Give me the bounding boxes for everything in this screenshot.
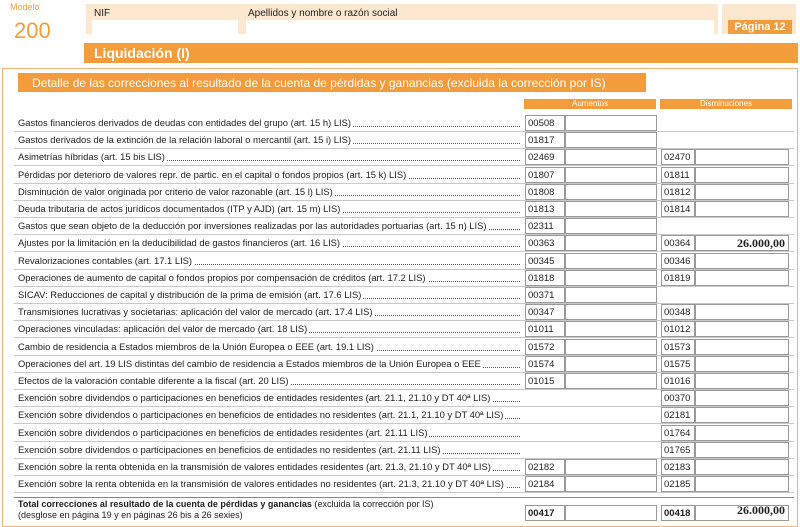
table-row (18, 442, 522, 458)
decrease-field[interactable] (695, 442, 789, 458)
nif-field[interactable] (92, 20, 238, 34)
table-row (18, 476, 522, 492)
code-decrease (661, 132, 695, 148)
table-row (18, 270, 522, 286)
code-increase: 00371 (525, 287, 565, 303)
table-row (18, 132, 522, 148)
decrease-field[interactable] (695, 407, 789, 423)
section-title: Liquidación (I) (94, 45, 190, 61)
row-label: Pérdidas por deterioro de valores repr. de partic. en el capital o fondos propios (art. 15 k) LIS) (18, 169, 407, 180)
code-increase: 01818 (525, 270, 565, 286)
table-row (18, 304, 522, 320)
decrease-field[interactable] (695, 356, 789, 372)
row-divider (14, 165, 794, 166)
row-label: Transmisiones lucrativas y societarias: aplicación del valor de mercado (art. 17.4 LIS) (18, 306, 373, 317)
row-label: Disminución de valor originada por criterio de valor razonable (art. 15 l) LIS) (18, 186, 333, 197)
table-row (18, 407, 522, 423)
decrease-field[interactable] (695, 321, 789, 337)
table-row (18, 235, 522, 251)
decrease-field[interactable] (695, 201, 789, 217)
decrease-field[interactable] (695, 253, 789, 269)
row-label: Exención sobre dividendos o participaciones en beneficios de entidades residentes (art. 21.11 LIS) (18, 427, 428, 438)
code-decrease: 02181 (661, 407, 695, 423)
code-increase: 02469 (525, 149, 565, 165)
code-increase: 01808 (525, 184, 565, 200)
decrease-field[interactable] (695, 390, 789, 406)
increase-field[interactable] (565, 287, 657, 303)
code-increase: 00508 (525, 115, 565, 131)
code-decrease (661, 115, 695, 131)
code-increase: 01011 (525, 321, 565, 337)
table-row (18, 201, 522, 217)
code-decrease: 02470 (661, 149, 695, 165)
code-decrease: 01814 (661, 201, 695, 217)
increase-field[interactable] (565, 218, 657, 234)
code-decrease (661, 218, 695, 234)
code-increase: 01813 (525, 201, 565, 217)
total-decrease-value: 26.000,00 (737, 503, 785, 517)
row-label: Ajustes por la limitación en la deducibilidad de gastos financieros (art. 16 LIS) (18, 237, 341, 248)
code-decrease: 02185 (661, 476, 695, 492)
column-header-decrease: Disminuciones (660, 99, 792, 109)
code-increase: 00345 (525, 253, 565, 269)
code-increase (525, 425, 565, 441)
row-label: Operaciones de aumento de capital o fondos propios por compensación de créditos (art. 17.2 LIS) (18, 272, 426, 283)
row-label: SICAV: Reducciones de capital y distribución de la prima de emisión (art. 17.6 LIS) (18, 289, 362, 300)
modelo-number: 200 (14, 18, 51, 43)
increase-field[interactable] (565, 201, 657, 217)
modelo-label: Modelo (10, 2, 40, 12)
table-row (18, 390, 522, 406)
increase-field[interactable] (565, 373, 657, 389)
row-divider (14, 423, 794, 424)
increase-field[interactable] (565, 149, 657, 165)
row-divider (14, 251, 794, 252)
code-decrease: 01812 (661, 184, 695, 200)
row-label: Deuda tributaria de actos jurídicos documentados (ITP y AJD) (art. 15 m) LIS) (18, 203, 341, 214)
row-label: Efectos de la valoración contable diferente a la fiscal (art. 20 LIS) (18, 375, 289, 386)
increase-field[interactable] (565, 356, 657, 372)
code-decrease: 00346 (661, 253, 695, 269)
increase-field[interactable] (565, 270, 657, 286)
decrease-field[interactable] (695, 184, 789, 200)
increase-field[interactable] (565, 167, 657, 183)
increase-field[interactable] (565, 476, 657, 492)
code-increase: 00363 (525, 235, 565, 251)
page-label: Página 12 (728, 20, 792, 34)
code-increase: 02311 (525, 218, 565, 234)
row-label: Asimetrías híbridas (art. 15 bis LIS) (18, 151, 165, 162)
code-increase: 00347 (525, 304, 565, 320)
table-row (18, 356, 522, 372)
table-row (18, 321, 522, 337)
total-increase-field[interactable] (565, 505, 657, 521)
modelo-box (0, 0, 82, 44)
row-label: Cambio de residencia a Estados miembros de la Unión Europea o EEE (art. 19.1 LIS) (18, 341, 374, 352)
decrease-field[interactable] (695, 425, 789, 441)
table-row (18, 167, 522, 183)
code-decrease: 01765 (661, 442, 695, 458)
table-row (18, 149, 522, 165)
code-increase: 01572 (525, 339, 565, 355)
total-label-line2: (desglose en página 19 y en páginas 26 bis a 26 sexies) (18, 510, 243, 520)
code-decrease: 01819 (661, 270, 695, 286)
total-label-normal: (excluida la corrección por IS) (314, 499, 434, 509)
table-row (18, 339, 522, 355)
decrease-field[interactable] (695, 167, 789, 183)
decrease-field[interactable] (695, 373, 789, 389)
table-row (18, 459, 522, 475)
row-label: Exención sobre dividendos o participaciones en beneficios de entidades no residentes (art. 21.11 LIS) (18, 444, 441, 455)
total-label (18, 499, 434, 521)
row-label: Gastos financieros derivados de deudas con entidades del grupo (art. 15 h) LIS) (18, 117, 352, 128)
code-increase (525, 390, 565, 406)
code-decrease (661, 287, 695, 303)
code-increase: 02184 (525, 476, 565, 492)
row-label: Gastos derivados de la extinción de la relación laboral o mercantil (art. 15 i) LIS) (18, 134, 351, 145)
code-increase: 01574 (525, 356, 565, 372)
total-label-bold: Total correcciones al resultado de la cuenta de pérdidas y ganancias (18, 499, 312, 509)
total-code-decrease: 00418 (661, 505, 695, 521)
decrease-value: 26.000,00 (737, 236, 785, 250)
decrease-field[interactable] (695, 270, 789, 286)
code-decrease: 01573 (661, 339, 695, 355)
increase-field[interactable] (565, 235, 657, 251)
detail-title: Detalle de las correcciones al resultado de la cuenta de pérdidas y ganancias (excluida la corrección por IS) (32, 76, 606, 90)
code-decrease: 01012 (661, 321, 695, 337)
total-divider (14, 497, 794, 498)
name-field[interactable] (246, 20, 714, 34)
code-decrease: 00370 (661, 390, 695, 406)
code-decrease: 02183 (661, 459, 695, 475)
column-header-increase: Aumentos (524, 99, 656, 109)
row-label: Operaciones del art. 19 LIS distintas del cambio de residencia a Estados miembros de la Unión Europea o EEE (18, 358, 481, 369)
decrease-field[interactable] (695, 149, 789, 165)
code-increase: 01817 (525, 132, 565, 148)
code-decrease: 00364 (661, 235, 695, 251)
increase-field[interactable] (565, 304, 657, 320)
row-label: Operaciones vinculadas: aplicación del valor de mercado (art. 18 LIS) (18, 323, 308, 334)
decrease-field[interactable] (695, 304, 789, 320)
table-row (18, 425, 522, 441)
code-decrease: 00348 (661, 304, 695, 320)
row-divider (14, 492, 794, 493)
row-label: Gastos que sean objeto de la deducción por inversiones realizadas por las autoridades portuarias (art. 15 n) LIS) (18, 220, 487, 231)
table-row (18, 287, 522, 303)
code-increase: 01015 (525, 373, 565, 389)
code-decrease: 01575 (661, 356, 695, 372)
table-row (18, 218, 522, 234)
code-increase (525, 442, 565, 458)
code-increase (525, 407, 565, 423)
code-decrease: 01764 (661, 425, 695, 441)
increase-field[interactable] (565, 459, 657, 475)
row-label: Exención sobre dividendos o participaciones en beneficios de entidades residentes (art. 21.1, 21.10 y DT 40ª LIS) (18, 392, 491, 403)
increase-field[interactable] (565, 339, 657, 355)
total-code-increase: 00417 (525, 505, 565, 521)
decrease-field[interactable] (695, 339, 789, 355)
row-label: Exención sobre dividendos o participaciones en beneficios de entidades no residentes (art. 21.1, 21.10 y DT 40ª LIS) (18, 409, 504, 420)
code-increase: 02182 (525, 459, 565, 475)
code-increase: 01807 (525, 167, 565, 183)
row-label: Exención sobre la renta obtenida en la transmisión de valores entidades residentes (art. 21.3, 21.10 y DT 40ª LIS) (18, 461, 491, 472)
increase-field[interactable] (565, 321, 657, 337)
table-row (18, 115, 522, 131)
code-decrease: 01016 (661, 373, 695, 389)
decrease-field[interactable] (695, 476, 789, 492)
increase-field[interactable] (565, 115, 657, 131)
increase-field[interactable] (565, 132, 657, 148)
row-label: Exención sobre la renta obtenida en la transmisión de valores entidades no residentes (art. 21.3, 21.10 y DT 40ª LIS) (18, 478, 504, 489)
row-divider (14, 337, 794, 338)
table-row (18, 253, 522, 269)
nif-label: NIF (94, 8, 111, 19)
row-label: Revalorizaciones contables (art. 17.1 LIS) (18, 255, 193, 266)
section-title-bar (84, 43, 798, 63)
increase-field[interactable] (565, 184, 657, 200)
code-decrease: 01811 (661, 167, 695, 183)
decrease-field[interactable] (695, 459, 789, 475)
table-row (18, 184, 522, 200)
increase-field[interactable] (565, 253, 657, 269)
table-row (18, 373, 522, 389)
name-label: Apellidos y nombre o razón social (248, 8, 398, 19)
